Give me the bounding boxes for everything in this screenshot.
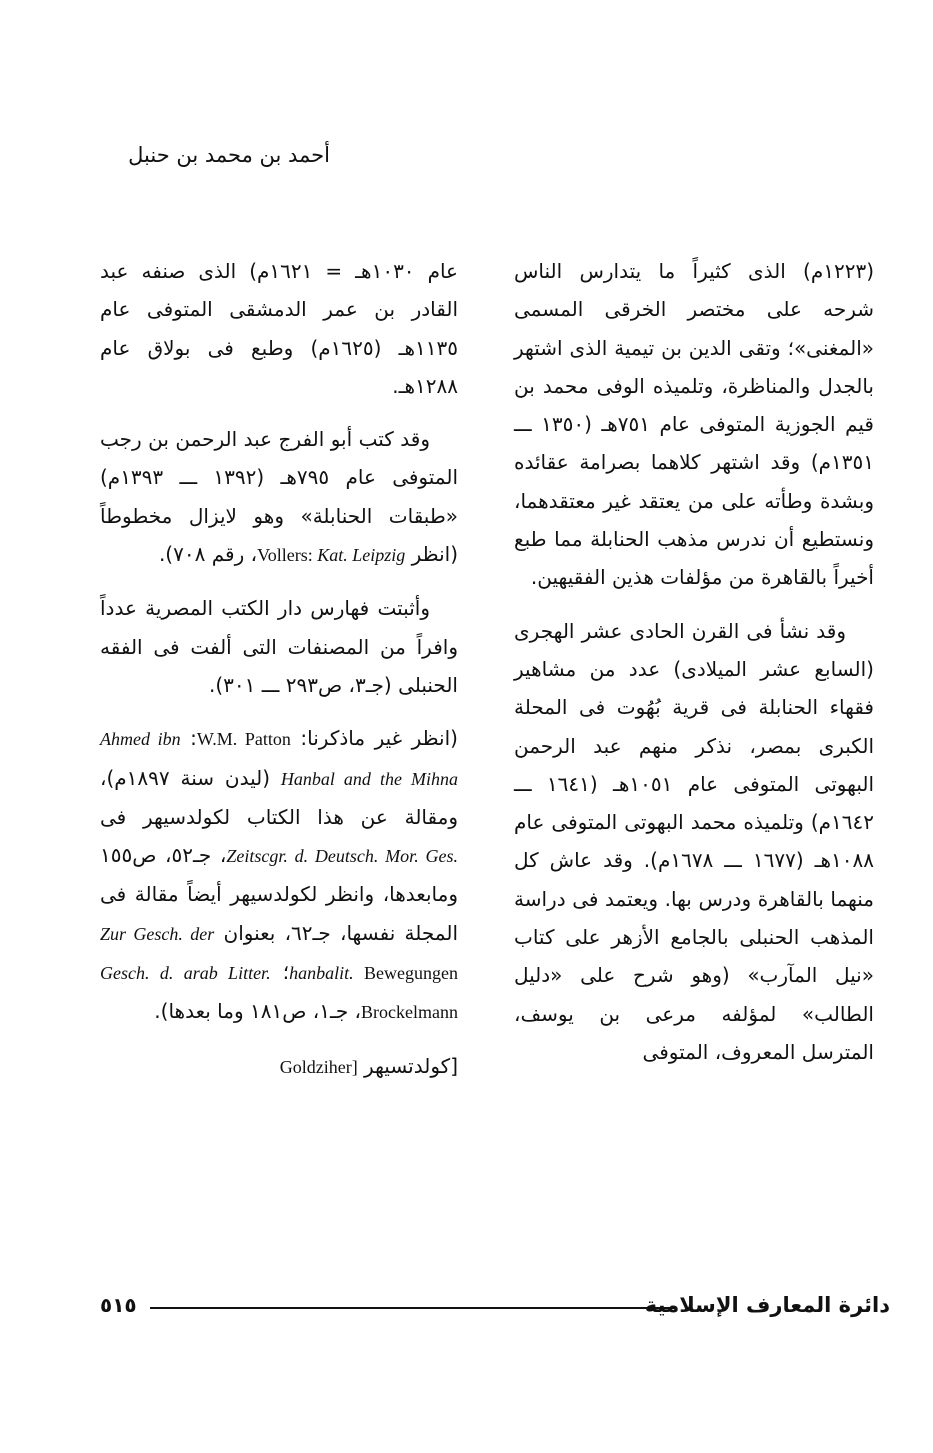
running-header: أحمد بن محمد بن حنبل (128, 143, 330, 167)
bibliography-paragraph (100, 719, 458, 1031)
left-paragraph-2 (100, 420, 458, 574)
bib-patton: W.M. Patton (196, 729, 291, 750)
bib-gal: Gesch. d. arab Litter. (100, 963, 271, 984)
bib-leiden: (ليدن سنة ١٨٩٧م)، ومقالة عن هذا الكتاب لكولدسيهر فى (100, 765, 458, 829)
journal-title: دائرة المعارف الإسلامية (644, 1293, 890, 1317)
bib-zeitschrift: Zeitscgr. d. Deutsch. Mor. Ges. (226, 846, 458, 867)
bib-colon: : (180, 726, 197, 751)
author-signature (100, 1047, 458, 1086)
bib-volume: ، جـ٥٢، ص١٥٥ ومابعدها، وانظر لكولدسيهر أيضاً مقالة فى المجلة نفسها، جـ٦٢، بعنوان (100, 843, 458, 945)
bib-semicolon: ؛ (270, 960, 290, 985)
bib-open: (انظر غير ماذكرنا: (290, 726, 458, 751)
author-name-arabic: [كولدتسيهر (364, 1053, 458, 1078)
right-paragraph-2: وقد نشأ فى القرن الحادى عشر الهجرى (السابع عشر الميلادى) عدد من مشاهير فقهاء الحنابلة فى قرية بُهُوت فى المحلة الكبرى بمصر، نذكر منهم عبد الرحمن البهوتى المتوفى عام ١٠٥١هـ (١٦٤١ ـــ ١٦٤٢م) وتلميذه محمد البهوتى المتوفى عام ١٠٨٨هـ (١٦٧٧ ـــ ١٦٧٨م). وقد عاش كل منهما بالقاهرة ودرس بها. ويعتمد فى دراسة المذهب الحنبلى بالجامع الأزهر على كتاب «نيل المآرب» (وهو شرح على «دليل الطالب» لمؤلفه مرعى بن يوسف، المترسل المعروف، المتوفى (514, 618, 875, 1064)
left-column (100, 252, 458, 1086)
footer-divider (150, 1307, 675, 1309)
bib-brockelmann: Brockelmann (361, 1002, 458, 1023)
bib-zur: Zur Gesch. der hanbalit. (100, 923, 354, 984)
citation-vollers-name: Vollers (257, 545, 308, 566)
left-paragraph-2-text: وقد كتب أبو الفرج عبد الرحمن بن رجب المتوفى عام ٧٩٥هـ (١٣٩٢ ـــ ١٣٩٣م) «طبقات الحنابلة» وهو لايزال مخطوطاً (انظر (100, 427, 459, 567)
left-paragraph-2-end: ، رقم ٧٠٨). (158, 542, 258, 567)
bib-mihna-title: Ahmed ibn Hanbal and the Mihna (100, 729, 458, 789)
bib-bewegungen: Bewegungen (353, 963, 459, 984)
left-paragraph-3: وأثبتت فهارس دار الكتب المصرية عدداً وافراً من المصنفات التى ألفت فى الفقه الحنبلى (جـ٣، ص٢٩٣ ـــ ٣٠١). (100, 596, 458, 697)
page-number: ٥١٥ (100, 1293, 137, 1317)
citation-vollers: Vollers: Kat. Leipzig (257, 545, 406, 566)
citation-kat-leipzig: Kat. Leipzig (317, 545, 406, 566)
page-footer (100, 1293, 890, 1323)
author-name-latin: Goldziher] (279, 1056, 358, 1077)
right-column (514, 252, 874, 1071)
bib-end: ، جـ١، ص١٨١ وما بعدها). (154, 999, 362, 1024)
right-paragraph-1: (١٢٢٣م) الذى كثيراً ما يتدارس الناس شرحه على مختصر الخرقى المسمى «المغنى»؛ وتقى الدين بن تيمية الذى اشتهر بالجدل والمناظرة، وتلميذه الوفى محمد بن قيم الجوزية المتوفى عام ٧٥١هـ (١٣٥٠ ـــ ١٣٥١م) وقد اشتهر كلاهما بصرامة عقائده وبشدة وطأته على من يعتقد غير معتقدهما، ونستطيع أن ندرس مذهب الحنابلة مما طبع أخيراً بالقاهرة من مؤلفات هذين الفقيهين. (514, 259, 874, 590)
left-paragraph-1: عام ١٠٣٠هـ = ١٦٢١م) الذى صنفه عبد القادر بن عمر الدمشقى المتوفى عام ١١٣٥هـ (١٦٢٥م) وطبع فى بولاق عام ١٢٨٨هـ. (100, 259, 458, 398)
